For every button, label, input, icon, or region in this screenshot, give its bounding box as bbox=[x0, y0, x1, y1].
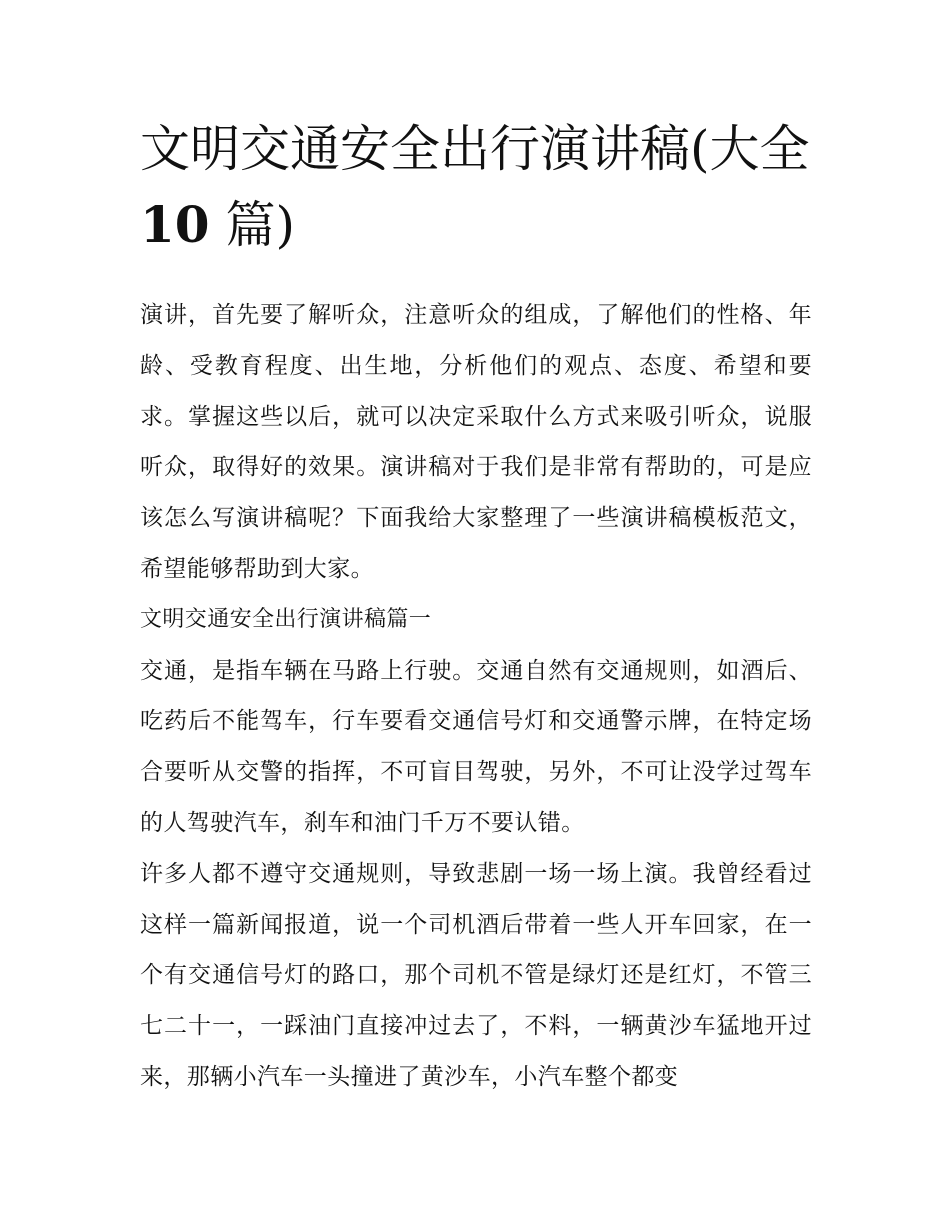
document-body bbox=[140, 112, 812, 1103]
title-main: 文明交通安全出行演讲稿(大全 bbox=[140, 120, 810, 178]
intro-paragraph: 演讲，首先要了解听众，注意听众的组成，了解他们的性格、年龄、受教育程度、出生地，分析他们的观点、态度、希望和要求。掌握这些以后，就可以决定采取什么方式来吸引听众，说服听众，取得好的效果。演讲稿对于我们是非常有帮助的，可是应该怎么写演讲稿呢？下面我给大家整理了一些演讲稿模板范文，希望能够帮助到大家。 bbox=[140, 302, 812, 582]
body-paragraph-1: 交通，是指车辆在马路上行驶。交通自然有交通规则，如酒后、吃药后不能驾车，行车要看交通信号灯和交通警示牌，在特定场合要听从交警的指挥，不可盲目驾驶，另外，不可让没学过驾车的人驾驶汽车，刹车和油门千万不要认错。 bbox=[140, 657, 812, 836]
section-heading: 文明交通安全出行演讲稿篇一 bbox=[140, 606, 432, 632]
title-number: 10 bbox=[140, 195, 210, 254]
body-paragraph-2: 许多人都不遵守交通规则，导致悲剧一场一场上演。我曾经看过这样一篇新闻报道，说一个司机酒后带着一些人开车回家，在一个有交通信号灯的路口，那个司机不管是绿灯还是红灯，不管三七二十一，一踩油门直接冲过去了，不料，一辆黄沙车猛地开过来，那辆小汽车一头撞进了黄沙车，小汽车整个都变 bbox=[140, 860, 812, 1090]
title-rest: 篇) bbox=[209, 196, 295, 254]
document-title bbox=[140, 112, 812, 263]
